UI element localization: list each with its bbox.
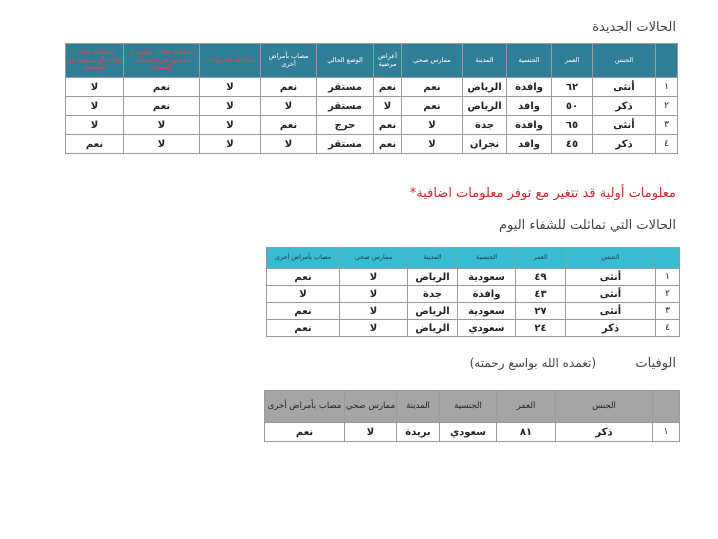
col-header-current-status: الوضع الحالي xyxy=(317,44,374,78)
table-cell: لا xyxy=(200,97,261,116)
col-header-age: العمر xyxy=(552,44,593,78)
table-header-row xyxy=(267,248,680,269)
col-header-age: العمر xyxy=(516,248,566,269)
table-cell: مستقر xyxy=(317,97,374,116)
table-cell: وافد xyxy=(507,135,552,154)
table-cell: نعم xyxy=(124,97,200,116)
col-header-animal-contact: مخالطة للحيوانات xyxy=(200,44,261,78)
table-cell: ٢ xyxy=(656,286,680,303)
table-cell: سعودية xyxy=(458,303,516,320)
table-cell: لا xyxy=(340,269,408,286)
col-header-index xyxy=(656,44,678,78)
table-row xyxy=(66,78,678,97)
table-cell: ٢ xyxy=(656,97,678,116)
table-cell: ٤٥ xyxy=(552,135,593,154)
table-cell: ٨١ xyxy=(497,423,556,442)
table-cell: جدة xyxy=(408,286,458,303)
table-cell: سعودية xyxy=(458,269,516,286)
table-row xyxy=(267,286,680,303)
table-cell: مستقر xyxy=(317,135,374,154)
table-cell: أنثى xyxy=(593,116,656,135)
table-cell: ١ xyxy=(653,423,680,442)
table-cell: نعم xyxy=(124,78,200,97)
table-row xyxy=(66,135,678,154)
col-header-gender: الجنس xyxy=(566,248,656,269)
table-cell: الرياض xyxy=(463,97,507,116)
recovered-title: الحالات التي تماثلت للشفاء اليوم xyxy=(499,218,676,233)
table-cell: ٤٩ xyxy=(516,269,566,286)
table-row xyxy=(267,320,680,337)
table-cell: لا xyxy=(261,135,317,154)
table-header-row xyxy=(265,391,680,423)
table-cell: ١ xyxy=(656,269,680,286)
table-cell: سعودي xyxy=(458,320,516,337)
table-cell: نعم xyxy=(267,269,340,286)
col-header-health-practitioner: ممارس صحي xyxy=(345,391,397,423)
table-cell: جدة xyxy=(463,116,507,135)
table-cell: لا xyxy=(345,423,397,442)
table-cell: وافدة xyxy=(458,286,516,303)
table-cell: ذكر xyxy=(593,135,656,154)
col-header-index xyxy=(653,391,680,423)
table-cell: لا xyxy=(267,286,340,303)
table-cell: وافدة xyxy=(507,116,552,135)
table-cell: لا xyxy=(374,97,402,116)
table-cell: نعم xyxy=(374,116,402,135)
table-cell: سعودي xyxy=(440,423,497,442)
table-cell: أنثى xyxy=(566,269,656,286)
col-header-gender: الجنس xyxy=(593,44,656,78)
col-header-nationality: الجنسية xyxy=(458,248,516,269)
table-row xyxy=(66,97,678,116)
table-cell: ٤ xyxy=(656,135,678,154)
table-cell: نعم xyxy=(267,303,340,320)
table-cell: لا xyxy=(340,303,408,320)
col-header-symptoms: أعراض مرضية xyxy=(374,44,402,78)
col-header-city: المدينة xyxy=(408,248,458,269)
deaths-table xyxy=(264,390,680,442)
table-cell: مستقر xyxy=(317,78,374,97)
deaths-subtitle: (تغمده الله بواسع رحمته) xyxy=(469,356,596,370)
table-cell: ٢٧ xyxy=(516,303,566,320)
table-cell: نعم xyxy=(265,423,345,442)
col-header-age: العمر xyxy=(497,391,556,423)
col-header-facility-contact: مخالطة حالات مؤكدة أو مشتبهة في المنشآت الصحية xyxy=(124,44,200,78)
new-cases-title: الحالات الجديدة xyxy=(592,20,676,35)
table-cell: ١ xyxy=(656,78,678,97)
table-cell: أنثى xyxy=(566,286,656,303)
deaths-title: الوفيات xyxy=(635,356,676,371)
table-row xyxy=(267,269,680,286)
table-cell: ٤ xyxy=(656,320,680,337)
table-cell: لا xyxy=(340,286,408,303)
table-cell: لا xyxy=(340,320,408,337)
table-row xyxy=(265,423,680,442)
table-row xyxy=(267,303,680,320)
col-header-nationality: الجنسية xyxy=(440,391,497,423)
table-cell: لا xyxy=(124,116,200,135)
table-cell: نعم xyxy=(402,97,463,116)
col-header-other-diseases: مصاب بأمراض أخرى xyxy=(261,44,317,78)
table-cell: الرياض xyxy=(408,269,458,286)
table-cell: ذكر xyxy=(593,97,656,116)
table-cell: ٦٥ xyxy=(552,116,593,135)
table-cell: نعم xyxy=(267,320,340,337)
table-cell: حرج xyxy=(317,116,374,135)
col-header-other-diseases: مصاب بأمراض أخرى xyxy=(267,248,340,269)
recovered-table xyxy=(266,247,680,337)
table-cell: لا xyxy=(200,135,261,154)
table-cell: ٥٠ xyxy=(552,97,593,116)
table-cell: ٣ xyxy=(656,116,678,135)
table-cell: نجران xyxy=(463,135,507,154)
table-cell: نعم xyxy=(374,135,402,154)
col-header-city: المدينة xyxy=(463,44,507,78)
table-cell: لا xyxy=(200,78,261,97)
col-header-other-diseases: مصاب بأمراض أخرى xyxy=(265,391,345,423)
table-cell: نعم xyxy=(402,78,463,97)
table-cell: لا xyxy=(66,97,124,116)
col-header-health-practitioner: ممارس صحي xyxy=(340,248,408,269)
preliminary-info-note: معلومات أولية قد تتغير مع توفر معلومات اضافية* xyxy=(409,186,676,201)
table-cell: الرياض xyxy=(408,320,458,337)
col-header-nationality: الجنسية xyxy=(507,44,552,78)
table-cell: أنثى xyxy=(566,303,656,320)
table-cell: لا xyxy=(66,78,124,97)
table-cell: لا xyxy=(402,135,463,154)
table-cell: أنثى xyxy=(593,78,656,97)
table-row xyxy=(66,116,678,135)
table-cell: بريدة xyxy=(397,423,440,442)
table-cell: لا xyxy=(200,116,261,135)
table-cell: ٦٢ xyxy=(552,78,593,97)
table-cell: ذكر xyxy=(566,320,656,337)
table-cell: لا xyxy=(402,116,463,135)
table-cell: لا xyxy=(124,135,200,154)
table-cell: وافدة xyxy=(507,78,552,97)
table-cell: ٣ xyxy=(656,303,680,320)
new-cases-table xyxy=(65,43,678,154)
table-cell: نعم xyxy=(66,135,124,154)
col-header-gender: الجنس xyxy=(556,391,653,423)
table-header-row xyxy=(66,44,678,78)
table-cell: ٢٤ xyxy=(516,320,566,337)
table-cell: ذكر xyxy=(556,423,653,442)
table-cell: وافد xyxy=(507,97,552,116)
table-cell: ٤٣ xyxy=(516,286,566,303)
col-header-city: المدينة xyxy=(397,391,440,423)
table-cell: الرياض xyxy=(408,303,458,320)
table-cell: نعم xyxy=(261,116,317,135)
table-cell: الرياض xyxy=(463,78,507,97)
table-cell: لا xyxy=(261,97,317,116)
table-cell: نعم xyxy=(261,78,317,97)
col-header-health-practitioner: ممارس صحي xyxy=(402,44,463,78)
table-cell: نعم xyxy=(374,78,402,97)
table-cell: لا xyxy=(66,116,124,135)
col-header-index xyxy=(656,248,680,269)
col-header-community-contact: مخالطة حالات مؤكدة أو مشتبهة في المجتمع xyxy=(66,44,124,78)
